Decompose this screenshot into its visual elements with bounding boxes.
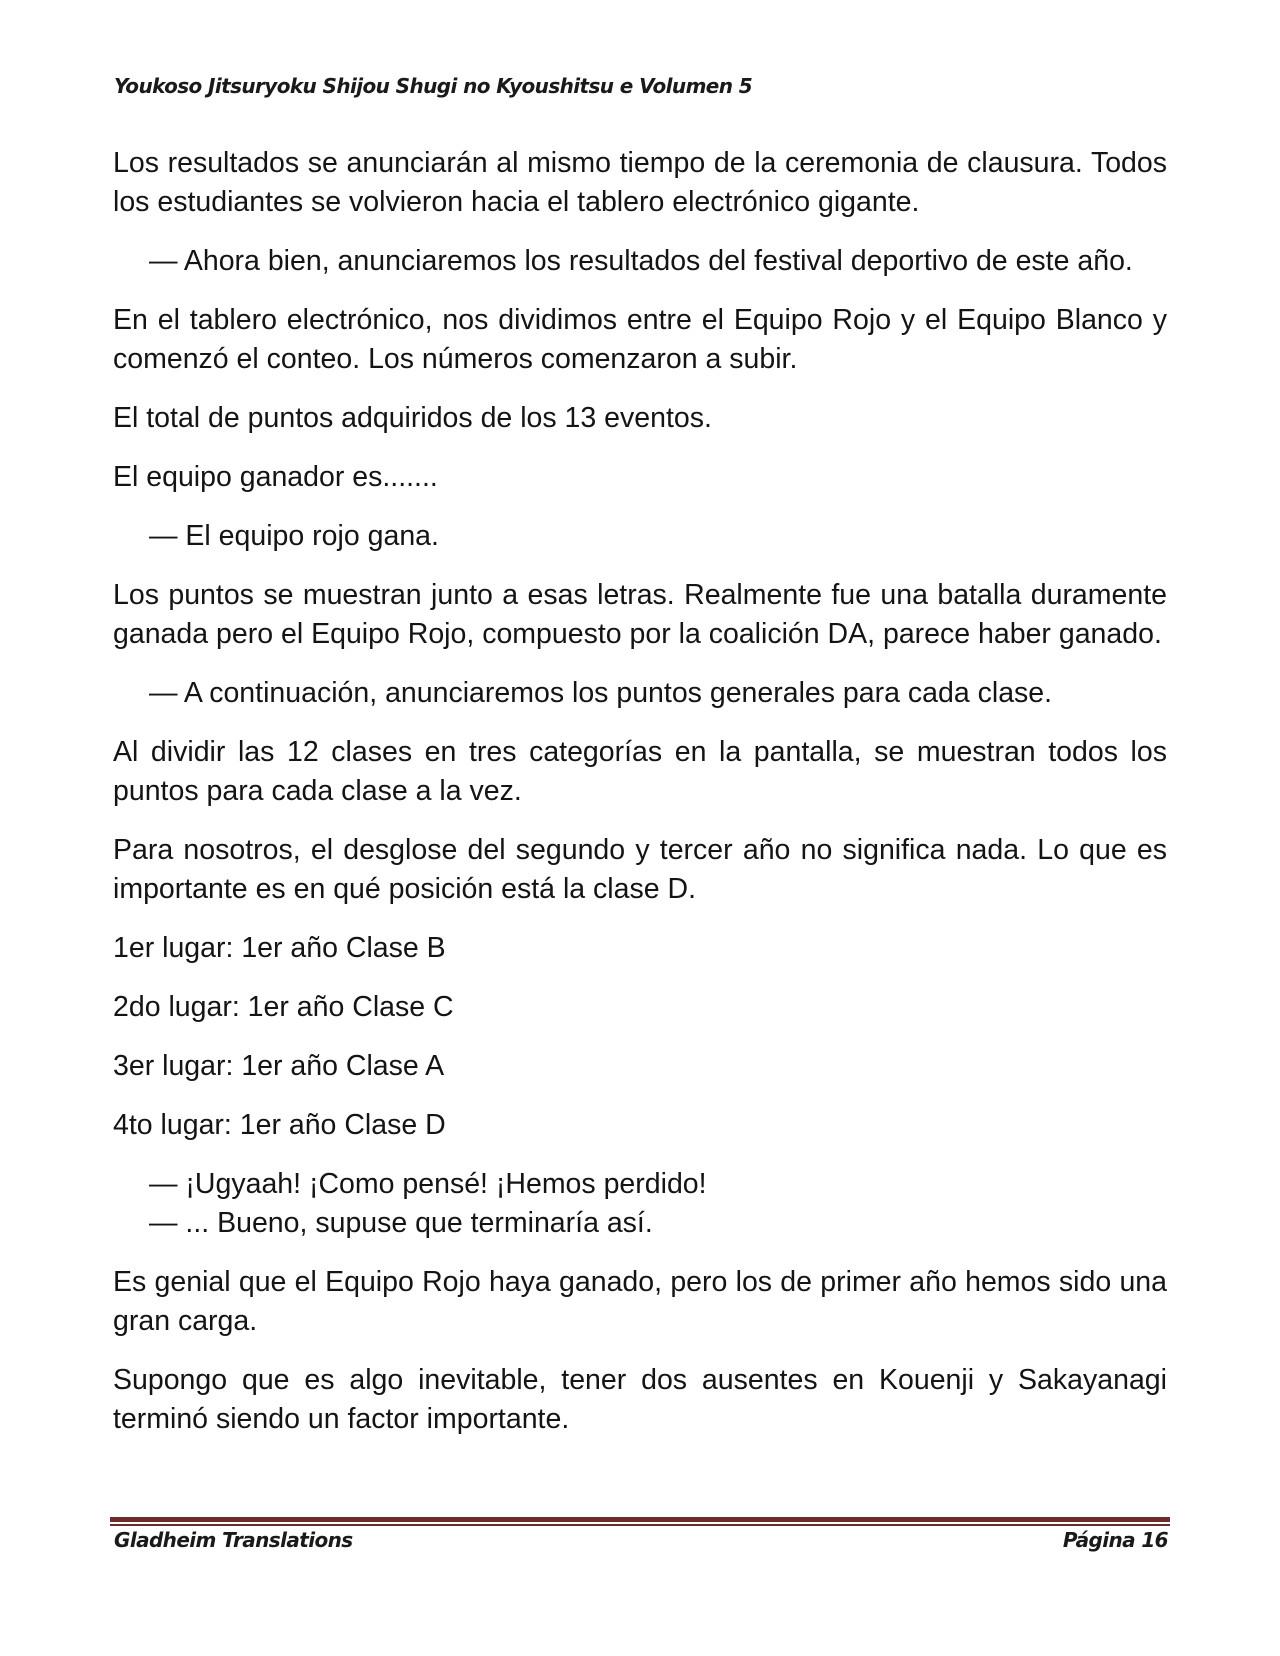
footer-divider-thin bbox=[110, 1524, 1170, 1526]
ranking-line: 3er lugar: 1er año Clase A bbox=[113, 1050, 445, 1082]
paragraph: En el tablero electrónico, nos dividimos entre el Equipo Rojo y el Equipo Blanco y comenzó el conteo. Los números comenzaron a subir. bbox=[113, 304, 1167, 375]
paragraph: Al dividir las 12 clases en tres categorías en la pantalla, se muestran todos los puntos para cada clase a la vez. bbox=[113, 736, 1167, 807]
paragraph: Supongo que es algo inevitable, tener dos ausentes en Kouenji y Sakayanagi terminó siendo un factor importante. bbox=[113, 1364, 1167, 1435]
footer-divider bbox=[110, 1517, 1170, 1522]
dialogue-line: — El equipo rojo gana. bbox=[149, 520, 439, 552]
paragraph: El equipo ganador es....... bbox=[113, 461, 438, 493]
footer-credit: Gladheim Translations bbox=[114, 1528, 353, 1552]
dialogue-line: — ¡Ugyaah! ¡Como pensé! ¡Hemos perdido! bbox=[149, 1168, 707, 1200]
dialogue-line: — A continuación, anunciaremos los puntos generales para cada clase. bbox=[149, 677, 1053, 709]
dialogue-line: — Ahora bien, anunciaremos los resultados del festival deportivo de este año. bbox=[149, 245, 1133, 277]
paragraph: Para nosotros, el desglose del segundo y tercer año no significa nada. Lo que es importante es en qué posición está la clase D. bbox=[113, 834, 1167, 905]
ranking-line: 2do lugar: 1er año Clase C bbox=[113, 991, 454, 1023]
paragraph: Los puntos se muestran junto a esas letras. Realmente fue una batalla duramente ganada pero el Equipo Rojo, compuesto por la coalición DA, parece haber ganado. bbox=[113, 579, 1167, 650]
dialogue-line: — ... Bueno, supuse que terminaría así. bbox=[149, 1207, 653, 1239]
running-header: Youkoso Jitsuryoku Shijou Shugi no Kyoushitsu e Volumen 5 bbox=[114, 74, 753, 98]
paragraph: Los resultados se anunciarán al mismo tiempo de la ceremonia de clausura. Todos los estudiantes se volvieron hacia el tablero electrónico gigante. bbox=[113, 147, 1167, 218]
ranking-line: 1er lugar: 1er año Clase B bbox=[113, 932, 446, 964]
paragraph: El total de puntos adquiridos de los 13 eventos. bbox=[113, 402, 712, 434]
page-number: Página 16 bbox=[1062, 1528, 1168, 1552]
paragraph: Es genial que el Equipo Rojo haya ganado, pero los de primer año hemos sido una gran carga. bbox=[113, 1266, 1167, 1337]
ranking-line: 4to lugar: 1er año Clase D bbox=[113, 1109, 446, 1141]
page-body bbox=[113, 144, 1167, 1459]
